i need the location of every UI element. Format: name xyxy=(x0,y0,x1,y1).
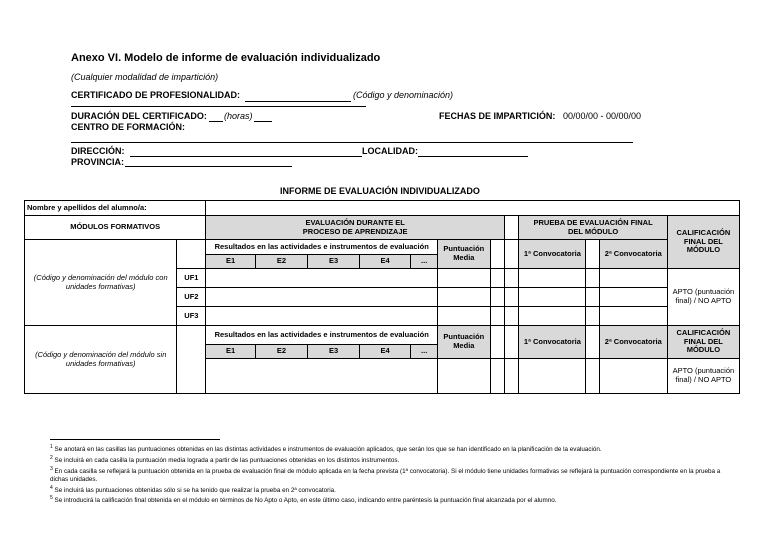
apto-cell-1: APTO (puntuación final) / NO APTO xyxy=(667,269,739,326)
nombre-input-cell[interactable] xyxy=(206,201,740,216)
direccion-field-line xyxy=(130,156,362,157)
nombre-row xyxy=(25,201,740,216)
cert-label: CERTIFICADO DE PROFESIONALIDAD: xyxy=(71,90,241,100)
conv1-header-1: 1ª Convocatoria xyxy=(519,240,586,269)
uf2-label: UF2 xyxy=(177,288,206,307)
centro-field-line xyxy=(71,142,633,143)
module2-conv2-cell[interactable] xyxy=(599,359,667,394)
prueba-final-header: PRUEBA DE EVALUACIÓN FINAL DEL MÓDULO xyxy=(519,216,667,240)
uf1-conv1-cell[interactable] xyxy=(519,269,586,288)
localidad-field-line xyxy=(418,156,528,157)
fechas-label: FECHAS DE IMPARTICIÓN: xyxy=(439,111,556,121)
localidad-label: LOCALIDAD: xyxy=(362,146,418,156)
footnote-5-text: Se introducirá la calificación final obtenida en el módulo en términos de No Apto o Apto, en este último caso, indicando entre paréntesis la puntuación final alcanzada por el alumno. xyxy=(54,497,557,505)
uf3-media-cell[interactable] xyxy=(438,307,491,326)
modulos-header: MÓDULOS FORMATIVOS xyxy=(25,216,206,240)
e2-label: E2 xyxy=(255,345,308,359)
report-title: INFORME DE EVALUACIÓN INDIVIDUALIZADO xyxy=(280,186,480,196)
uf2-conv2-cell[interactable] xyxy=(599,288,667,307)
uf2-conv1-cell[interactable] xyxy=(519,288,586,307)
spacer-cell xyxy=(586,288,599,307)
duracion-label: DURACIÓN DEL CERTIFICADO: xyxy=(71,111,207,121)
duracion-hint: (horas) xyxy=(224,111,253,121)
spacer-cell xyxy=(586,269,599,288)
spacer-cell xyxy=(490,359,504,394)
page-title: Anexo VI. Modelo de informe de evaluación individualizado xyxy=(71,52,381,64)
e4-label: E4 xyxy=(359,255,411,269)
module2-media-cell[interactable] xyxy=(438,359,491,394)
spacer-cell xyxy=(586,307,599,326)
footnote-4: $^4$ Se incluirá las puntuaciones obtenidas sólo si se ha tenido que realizar la prueba en 2ª convocatoria. xyxy=(50,485,336,495)
calificacion-header-2: CALIFICACIÓN FINAL DEL MÓDULO xyxy=(667,326,739,359)
conv1-header-2: 1ª Convocatoria xyxy=(519,326,586,359)
e-more-label: ... xyxy=(411,345,438,359)
uf2-results-cell[interactable] xyxy=(206,288,438,307)
separator-line xyxy=(71,106,366,107)
module2-results-cell[interactable] xyxy=(206,359,438,394)
spacer-cell xyxy=(505,269,519,288)
footnote-2: $^2$ Se incluirá en cada casilla la puntuación media lograda a partir de las puntuaciones obtenidas en los distintos instrumentos. xyxy=(50,455,400,465)
spacer-cell xyxy=(490,288,504,307)
e3-label: E3 xyxy=(308,255,360,269)
module-with-uf-cell: (Código y denominación del módulo con unidades formativas) xyxy=(25,240,177,326)
centro-label: CENTRO DE FORMACIÓN: xyxy=(71,122,185,132)
fechas-value: 00/00/00 - 00/00/00 xyxy=(563,111,642,121)
direccion-label: DIRECCIÓN: xyxy=(71,146,125,156)
puntuacion-media-1: Puntuación Media xyxy=(438,240,491,269)
uf1-media-cell[interactable] xyxy=(438,269,491,288)
uf3-results-cell[interactable] xyxy=(206,307,438,326)
uf1-results-cell[interactable] xyxy=(206,269,438,288)
provincia-label: PROVINCIA: xyxy=(71,157,125,167)
cert-field-line xyxy=(245,101,351,102)
uf1-label: UF1 xyxy=(177,269,206,288)
footnote-5: $^5$ Se introducirá la calificación final obtenida en el módulo en términos de No Apto o Apto, en este último caso, indicando entre paréntesis la puntuación final alcanzada por el alumno. xyxy=(50,495,557,505)
uf2-media-cell[interactable] xyxy=(438,288,491,307)
spacer-cell xyxy=(586,359,599,394)
e1-label: E1 xyxy=(206,255,255,269)
uf3-conv1-cell[interactable] xyxy=(519,307,586,326)
puntuacion-media-2: Puntuación Media xyxy=(438,326,491,359)
spacer-cell xyxy=(505,288,519,307)
evaluation-table xyxy=(24,200,740,394)
page-subtitle: (Cualquier modalidad de impartición) xyxy=(71,72,219,82)
footnote-3: $^3$ En cada casilla se reflejará la puntuación obtenida en la prueba de evaluación final de módulo aplicada en la fecha prevista (1ª convocatoria). Si el módulo tiene unidades formativas se reflejará la puntuación correspondiente en la prueba a dichas unidades. xyxy=(50,466,721,483)
nombre-label: Nombre y apellidos del alumno/a: xyxy=(25,201,206,216)
header-row xyxy=(25,216,740,240)
spacer-cell xyxy=(490,269,504,288)
footnote-3-text: En cada casilla se reflejará la puntuación obtenida en la prueba de evaluación final de módulo aplicada en la fecha prevista (1ª convocatoria). Si el módulo tiene unidades formativas se reflejará la puntuación correspondiente en la prueba a dichas unidades. xyxy=(50,468,721,483)
footnote-separator xyxy=(50,439,220,440)
spacer-cell xyxy=(490,326,504,359)
uf1-conv2-cell[interactable] xyxy=(599,269,667,288)
conv2-header-1: 2ª Convocatoria xyxy=(599,240,667,269)
module-without-uf-cell: (Código y denominación del módulo sin unidades formativas) xyxy=(25,326,177,394)
provincia-field-line xyxy=(125,166,292,167)
subheader-row-1 xyxy=(25,240,740,255)
calificacion-header-1: CALIFICACIÓN FINAL DEL MÓDULO xyxy=(667,216,739,269)
conv2-header-2: 2ª Convocatoria xyxy=(599,326,667,359)
resultados-header-2: Resultados en las actividades e instrumentos de evaluación xyxy=(206,326,438,345)
e3-label: E3 xyxy=(308,345,360,359)
module2-conv1-cell[interactable] xyxy=(519,359,586,394)
e1-label: E1 xyxy=(206,345,255,359)
footnote-2-text: Se incluirá en cada casilla la puntuación media lograda a partir de las puntuaciones obtenidas en los distintos instrumentos. xyxy=(54,457,400,465)
spacer-cell xyxy=(505,307,519,326)
cert-hint: (Código y denominación) xyxy=(353,90,454,100)
spacer-cell xyxy=(505,216,519,240)
resultados-header-1: Resultados en las actividades e instrumentos de evaluación xyxy=(206,240,438,255)
apto-cell-2: APTO (puntuación final) / NO APTO xyxy=(667,359,739,394)
spacer-cell xyxy=(505,326,519,359)
spacer-cell xyxy=(505,240,519,269)
uf-blank-cell xyxy=(177,326,206,394)
duracion-line-right xyxy=(254,121,272,122)
e2-label: E2 xyxy=(255,255,308,269)
eval-proceso-header: EVALUACIÓN DURANTE EL PROCESO DE APRENDIZAJE xyxy=(206,216,505,240)
spacer-cell xyxy=(586,326,599,359)
spacer-cell xyxy=(586,240,599,269)
spacer-cell xyxy=(490,307,504,326)
spacer-cell xyxy=(505,359,519,394)
uf3-label: UF3 xyxy=(177,307,206,326)
duracion-line-left xyxy=(209,121,223,122)
uf-blank-cell xyxy=(177,240,206,269)
footnote-4-text: Se incluirá las puntuaciones obtenidas sólo si se ha tenido que realizar la prueba en 2ª convocatoria. xyxy=(54,487,336,495)
e-more-label: ... xyxy=(411,255,438,269)
e4-label: E4 xyxy=(359,345,411,359)
footnote-1-text: Se anotará en las casillas las puntuaciones obtenidas en las distintas actividades e instrumentos de evaluación aplicados, que serán los que se han identificado en la planificación de la evaluación. xyxy=(54,446,602,454)
uf3-conv2-cell[interactable] xyxy=(599,307,667,326)
footnote-1: $^1$ Se anotará en las casillas las puntuaciones obtenidas en las distintas actividades e instrumentos de evaluación aplicados, que serán los que se han identificado en la planificación de la evaluación. xyxy=(50,444,602,454)
spacer-cell xyxy=(490,240,504,269)
subheader-row-2 xyxy=(25,326,740,345)
